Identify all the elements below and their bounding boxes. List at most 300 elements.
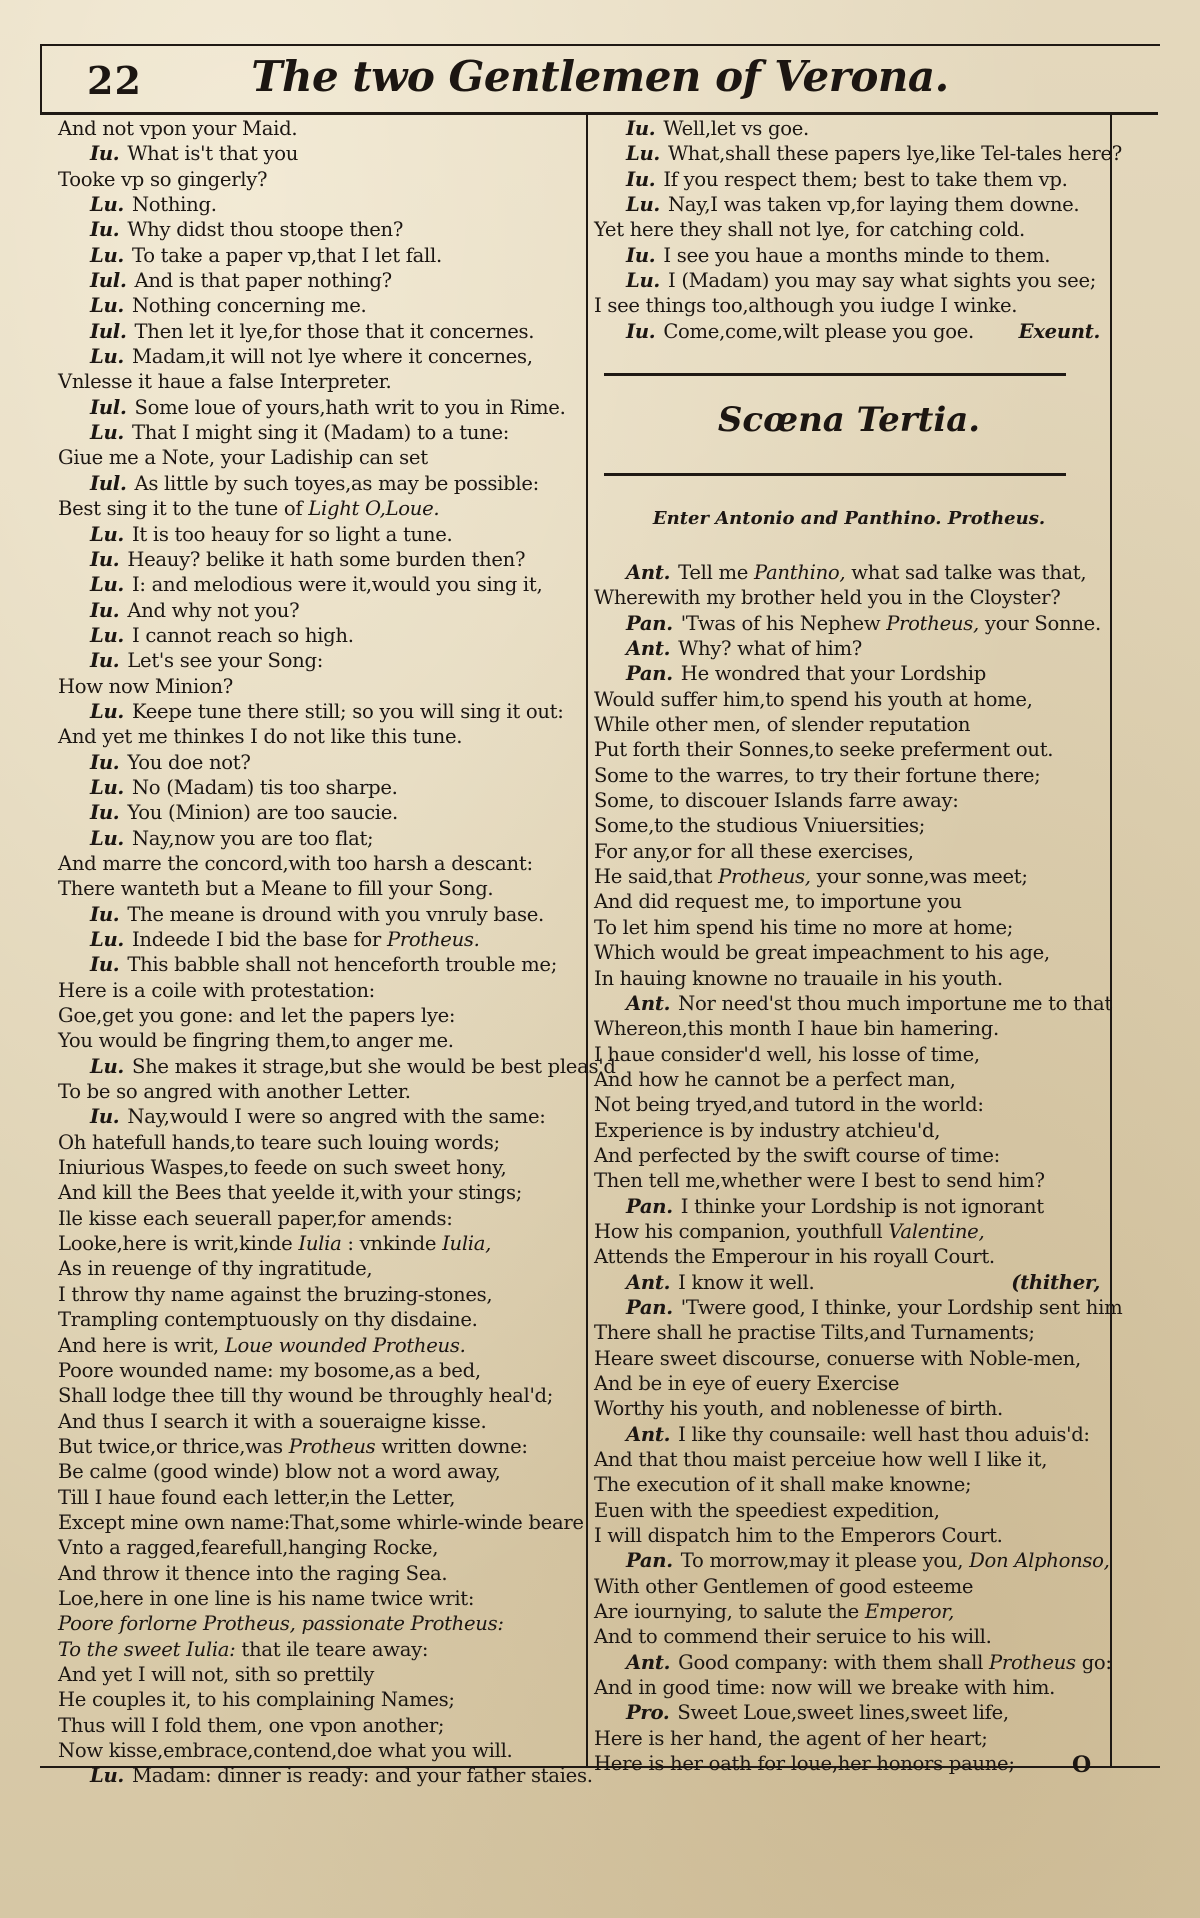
line-text-after: : vnkinde: [347, 1232, 437, 1256]
text-line: [58, 1383, 578, 1408]
line-text: I will dispatch him to the Emperors Court.: [594, 1524, 1003, 1548]
text-line: [594, 813, 1104, 838]
text-line: [58, 1104, 578, 1129]
text-line: [58, 547, 578, 572]
speaker-prefix: Lu.: [90, 826, 124, 850]
line-text: In hauing knowne no trauaile in his youth.: [594, 966, 1003, 990]
text-line: [58, 268, 578, 293]
line-text: And kill the Bees that yeelde it,with your stings;: [58, 1181, 523, 1205]
right-column-upper: [594, 116, 1122, 356]
line-text: To let him spend his time no more at home;: [594, 915, 1014, 939]
speaker-prefix: Lu.: [90, 699, 124, 723]
line-text: And not vpon your Maid.: [58, 117, 298, 140]
line-text: I know it well.: [678, 1270, 815, 1294]
speaker-prefix: Lu.: [90, 573, 124, 597]
text-line: [58, 1307, 578, 1332]
text-line: [58, 1130, 578, 1155]
speaker-prefix: Lu.: [90, 345, 124, 369]
text-line: [594, 243, 1104, 268]
speaker-prefix: Iu.: [90, 649, 120, 673]
line-text: He wondred that your Lordship: [680, 662, 987, 686]
text-line: [594, 611, 1104, 636]
speaker-prefix: Lu.: [626, 142, 660, 166]
text-line: [58, 420, 578, 445]
speaker-prefix: Iu.: [90, 142, 120, 166]
text-line: [594, 661, 1104, 686]
line-text: Let's see your Song:: [127, 649, 324, 673]
text-line: [58, 800, 578, 825]
line-text: Here is a coile with protestation:: [58, 978, 375, 1002]
line-text: And did request me, to importune you: [594, 890, 962, 914]
text-line: [58, 1459, 578, 1484]
line-text: As in reuenge of thy ingratitude,: [58, 1257, 373, 1281]
text-line: [58, 699, 578, 724]
text-line: [594, 1726, 1104, 1751]
text-line: [594, 991, 1112, 1016]
text-line: [58, 1662, 578, 1687]
line-text: Madam: dinner is ready: and your father staies.: [131, 1764, 593, 1788]
speaker-prefix: Pan.: [626, 662, 673, 686]
speaker-prefix: Lu.: [626, 193, 660, 217]
line-text: Madam,it will not lye where it concernes,: [131, 345, 533, 369]
line-text: Some loue of yours,hath writ to you in Rime.: [134, 395, 566, 419]
text-line: [594, 293, 1104, 318]
speaker-prefix: Iul.: [90, 319, 127, 343]
text-line: [594, 167, 1104, 192]
speaker-prefix: Iu.: [626, 243, 656, 267]
speaker-prefix: Lu.: [90, 775, 124, 799]
text-line: [594, 915, 1104, 940]
stage-direction: Enter Antonio and Panthino. Protheus.: [652, 508, 1046, 529]
line-text: And yet I will not, sith so prettily: [58, 1662, 374, 1686]
line-text: Would suffer him,to spend his youth at home,: [594, 687, 1033, 711]
text-line: [594, 864, 1104, 889]
line-text-after: what sad talke was that,: [851, 561, 1087, 584]
speaker-prefix: Iu.: [90, 547, 120, 571]
exit-direction: (thither,: [1011, 1270, 1100, 1294]
text-line: [594, 1447, 1104, 1472]
header-rule-bottom: [40, 112, 1158, 115]
line-text: With other Gentlemen of good esteeme: [594, 1574, 974, 1598]
line-text: I thinke your Lordship is not ignorant: [680, 1194, 1044, 1218]
text-line: [58, 1713, 578, 1738]
line-text: There wanteth but a Meane to fill your Song.: [58, 877, 494, 901]
text-line: [58, 1180, 578, 1205]
line-text: Goe,get you gone: and let the papers lye:: [58, 1004, 456, 1028]
line-text: And in good time: now will we breake with him.: [594, 1676, 1056, 1700]
text-line: [58, 116, 578, 141]
italic-text: Loue wounded Protheus.: [224, 1333, 466, 1357]
text-line: [58, 1231, 578, 1256]
text-line: [594, 1422, 1104, 1447]
line-text: Now kisse,embrace,contend,doe what you will.: [58, 1739, 513, 1762]
text-line: [594, 839, 1104, 864]
text-line: [58, 1738, 578, 1763]
line-text: And perfected by the swift course of time:: [594, 1143, 1000, 1167]
text-line: [58, 851, 578, 876]
italic-text: Valentine,: [888, 1219, 985, 1243]
line-text: It is too heauy for so light a tune.: [131, 522, 453, 546]
line-text: You (Minion) are too saucie.: [127, 801, 398, 825]
line-text: Till I haue found each letter,in the Letter,: [58, 1485, 456, 1509]
page-header-title: The two Gentlemen of Verona.: [251, 52, 949, 101]
text-line: [594, 788, 1104, 813]
line-text: Attends the Emperour in his royall Court.: [594, 1245, 995, 1269]
italic-text: Protheus: [288, 1434, 376, 1458]
line-text: The meane is dround with you vnruly base.: [127, 902, 544, 926]
speaker-prefix: Ant.: [626, 561, 671, 584]
column-divider: [586, 112, 588, 1766]
left-column: [58, 116, 616, 1788]
text-line: [58, 902, 578, 927]
line-text: Giue me a Note, your Ladiship can set: [58, 446, 428, 470]
line-text: Some, to discouer Islands farre away:: [594, 789, 959, 813]
text-line: [594, 1472, 1104, 1497]
text-line: [594, 737, 1104, 762]
line-text: And is that paper nothing?: [134, 269, 392, 293]
scene-rule-top: [604, 373, 1066, 376]
text-line: [58, 1054, 616, 1079]
text-line: [594, 636, 1104, 661]
line-text: Be calme (good winde) blow not a word away,: [58, 1460, 501, 1484]
speaker-prefix: Lu.: [90, 623, 124, 647]
line-text: As little by such toyes,as may be possible:: [134, 471, 539, 495]
text-line: [58, 1485, 578, 1510]
line-text: Nothing.: [131, 193, 217, 217]
speaker-prefix: Iu.: [90, 801, 120, 825]
exit-direction: Exeunt.: [1018, 319, 1100, 343]
text-line: [594, 560, 1104, 585]
italic-text: Iulia,: [442, 1232, 492, 1256]
line-text: 'Twere good, I thinke, your Lordship sent him: [680, 1295, 1123, 1319]
text-line: [594, 1396, 1104, 1421]
line-text: Some to the warres, to try their fortune there;: [594, 763, 1041, 787]
line-text: Which would be great impeachment to his age,: [594, 941, 1050, 965]
text-line: [58, 1409, 578, 1434]
line-text: He couples it, to his complaining Names;: [58, 1688, 455, 1712]
text-line: [58, 1510, 584, 1535]
text-line: [58, 1535, 578, 1560]
speaker-prefix: Iul.: [90, 395, 127, 419]
text-line: [58, 1282, 578, 1307]
line-text: Some,to the studious Vniuersities;: [594, 814, 926, 838]
text-line: [594, 1067, 1104, 1092]
line-text: Trampling contemptuously on thy disdaine.: [58, 1308, 478, 1332]
text-line: [594, 687, 1104, 712]
speaker-prefix: Lu.: [90, 1054, 124, 1078]
text-line: [594, 1574, 1104, 1599]
line-text: I like thy counsaile: well hast thou aduis'd:: [678, 1422, 1090, 1446]
line-text-after: that ile teare away:: [241, 1637, 429, 1661]
line-text: Tell me: [678, 561, 749, 584]
line-text: To morrow,may it please you,: [680, 1549, 964, 1573]
line-text: And be in eye of euery Exercise: [594, 1372, 900, 1395]
line-text: Nothing concerning me.: [131, 294, 367, 318]
header-rule: [40, 44, 1160, 46]
text-line: [58, 445, 578, 470]
text-line: [594, 889, 1104, 914]
speaker-prefix: Pan.: [626, 1549, 673, 1573]
italic-text: Panthino,: [754, 561, 846, 584]
line-text: Then let it lye,for those that it concernes.: [134, 319, 535, 343]
line-text: Heauy? belike it hath some burden then?: [127, 547, 526, 571]
text-line: [58, 522, 578, 547]
text-line: [58, 395, 578, 420]
line-text: And thus I search it with a soueraigne kisse.: [58, 1409, 487, 1433]
line-text: Indeede I bid the base for: [131, 928, 381, 951]
speaker-prefix: Iu.: [90, 598, 120, 622]
catchword: O: [1072, 1752, 1092, 1778]
text-line: [58, 167, 578, 192]
speaker-prefix: Lu.: [90, 421, 124, 445]
text-line: [58, 293, 578, 318]
line-text: This babble shall not henceforth trouble me;: [127, 953, 558, 977]
text-line: [58, 648, 578, 673]
text-line: [594, 940, 1104, 965]
text-line: [58, 192, 578, 217]
speaker-prefix: Pro.: [626, 1701, 670, 1725]
text-line: [594, 1371, 1104, 1396]
frame-left-rule: [40, 44, 42, 114]
text-line: [594, 1016, 1104, 1041]
line-text: To be so angred with another Letter.: [58, 1080, 411, 1104]
line-text-after: your sonne,was meet;: [816, 865, 1028, 889]
italic-text: Emperor,: [864, 1600, 955, 1624]
italic-text: Protheus,: [886, 611, 979, 635]
speaker-prefix: Lu.: [90, 928, 124, 951]
line-text: I see you haue a months minde to them.: [663, 243, 1051, 267]
speaker-prefix: Iul.: [90, 269, 127, 293]
line-text: Ile kisse each seuerall paper,for amends:: [58, 1206, 453, 1230]
text-line: [58, 623, 578, 648]
line-text: You doe not?: [127, 750, 251, 774]
text-line: [58, 978, 578, 1003]
line-text: Whereon,this month I haue bin hamering.: [594, 1017, 999, 1041]
line-text: And yet me thinkes I do not like this tune.: [58, 725, 463, 749]
line-text: Good company: with them shall: [678, 1650, 984, 1674]
speaker-prefix: Iu.: [626, 167, 656, 191]
line-text: Vnto a ragged,fearefull,hanging Rocke,: [58, 1536, 439, 1560]
text-line: [594, 1548, 1110, 1573]
line-text: Nor need'st thou much importune me to that: [678, 991, 1112, 1015]
text-line: [594, 1270, 1104, 1295]
text-line: [58, 369, 578, 394]
line-text: There shall he practise Tilts,and Turnaments;: [594, 1321, 1035, 1345]
line-text: Except mine own name:That,some whirle-winde beare: [58, 1510, 584, 1534]
text-line: [58, 319, 578, 344]
line-text: Shall lodge thee till thy wound be throughly heal'd;: [58, 1384, 554, 1408]
line-text: Why? what of him?: [678, 637, 863, 661]
line-text: I haue consider'd well, his losse of time,: [594, 1042, 980, 1066]
line-text: Nay,I was taken vp,for laying them downe.: [667, 193, 1080, 217]
line-text: Come,come,wilt please you goe.: [663, 319, 974, 343]
speaker-prefix: Iu.: [90, 953, 120, 977]
speaker-prefix: Ant.: [626, 1270, 671, 1294]
text-line: [58, 243, 578, 268]
speaker-prefix: Pan.: [626, 611, 673, 635]
text-line: [594, 1295, 1123, 1320]
speaker-prefix: Lu.: [90, 243, 124, 267]
line-text: That I might sing it (Madam) to a tune:: [131, 421, 510, 445]
line-text: He said,that: [594, 865, 713, 889]
line-text: Poore wounded name: my bosome,as a bed,: [58, 1358, 481, 1382]
text-line: [594, 1244, 1104, 1269]
speaker-prefix: Lu.: [626, 269, 660, 293]
line-text: Loe,here in one line is his name twice writ:: [58, 1586, 475, 1610]
line-text: Nay,now you are too flat;: [131, 826, 374, 850]
text-line: [58, 952, 578, 977]
text-line: [58, 344, 578, 369]
line-text: And here is writ,: [58, 1333, 219, 1357]
line-text: I: and melodious were it,would you sing it,: [131, 573, 543, 597]
line-text: How now Minion?: [58, 674, 233, 698]
line-text: I cannot reach so high.: [131, 623, 354, 647]
text-line: [594, 1700, 1104, 1725]
speaker-prefix: Iu.: [90, 750, 120, 774]
line-text-after: your Sonne.: [984, 611, 1101, 635]
line-text: You would be fingring them,to anger me.: [58, 1029, 454, 1053]
right-column-lower: [594, 560, 1123, 1776]
speaker-prefix: Iul.: [90, 471, 127, 495]
page-number: 22: [87, 58, 142, 103]
text-line: [594, 268, 1104, 293]
text-line: [594, 1042, 1104, 1067]
text-line: [58, 217, 578, 242]
text-line: [594, 217, 1104, 242]
text-line: [594, 1675, 1104, 1700]
line-text: Put forth their Sonnes,to seeke preferment out.: [594, 738, 1054, 762]
line-text: While other men, of slender reputation: [594, 713, 971, 737]
line-text: Heare sweet discourse, conuerse with Noble-men,: [594, 1346, 1081, 1370]
speaker-prefix: Ant.: [626, 991, 671, 1015]
italic-text: Protheus: [989, 1650, 1076, 1674]
running-head: [45, 48, 1155, 118]
text-line: [58, 1586, 578, 1611]
line-text: No (Madam) tis too sharpe.: [131, 775, 398, 799]
italic-text: Iulia: [298, 1232, 342, 1256]
scene-rule-bottom: [604, 473, 1066, 476]
line-text: Keepe tune there still; so you will sing it out:: [131, 699, 564, 723]
line-text: But twice,or thrice,was: [58, 1434, 283, 1458]
frame-right-rule: [1110, 112, 1112, 1766]
text-line: [58, 826, 578, 851]
text-line: [58, 674, 578, 699]
text-line: [58, 1561, 578, 1586]
text-line: [58, 496, 578, 521]
line-text: Euen with the speediest expedition,: [594, 1498, 940, 1522]
text-line: [58, 1611, 578, 1636]
text-line: [58, 927, 578, 952]
text-line: [58, 876, 578, 901]
speaker-prefix: Lu.: [90, 294, 124, 318]
line-text: To take a paper vp,that I let fall.: [131, 243, 442, 267]
line-text: Here is her oath for loue,her honors paune;: [594, 1752, 1015, 1776]
speaker-prefix: Lu.: [90, 1764, 124, 1788]
line-text: And throw it thence into the raging Sea.: [58, 1561, 448, 1585]
line-text: Experience is by industry atchieu'd,: [594, 1118, 941, 1142]
text-line: [58, 1206, 578, 1231]
line-text: Looke,here is writ,kinde: [58, 1232, 293, 1256]
text-line: [594, 1751, 1104, 1776]
line-text: I throw thy name against the bruzing-stones,: [58, 1282, 493, 1306]
text-line: [58, 1003, 578, 1028]
text-line: [594, 1599, 1104, 1624]
text-line: [58, 141, 578, 166]
text-line: [594, 1092, 1104, 1117]
text-line: [58, 1763, 593, 1788]
text-line: [594, 1346, 1104, 1371]
text-line: [58, 1637, 578, 1662]
line-text: Iniurious Waspes,to feede on such sweet hony,: [58, 1156, 507, 1180]
text-line: [594, 1143, 1104, 1168]
text-line: [594, 1219, 1104, 1244]
speaker-prefix: Ant.: [626, 1422, 671, 1446]
text-line: [58, 1358, 578, 1383]
line-text: And marre the concord,with too harsh a descant:: [58, 851, 533, 875]
text-line: [58, 572, 578, 597]
text-line: [594, 1194, 1104, 1219]
speaker-prefix: Pan.: [626, 1194, 673, 1218]
italic-text: Don Alphonso,: [969, 1549, 1110, 1573]
line-text: If you respect them; best to take them vp.: [663, 167, 1068, 191]
line-text: For any,or for all these exercises,: [594, 839, 914, 863]
line-text: Vnlesse it haue a false Interpreter.: [58, 370, 392, 394]
line-text: Thus will I fold them, one vpon another;: [58, 1713, 445, 1737]
text-line: [58, 775, 578, 800]
text-line: [58, 724, 578, 749]
speaker-prefix: Pan.: [626, 1295, 673, 1319]
speaker-prefix: Iu.: [626, 319, 656, 343]
text-line: [594, 116, 1104, 141]
text-line: [58, 1687, 578, 1712]
text-line: [58, 1256, 578, 1281]
italic-text: Protheus,: [718, 865, 811, 889]
text-line: [594, 966, 1104, 991]
line-text: Here is her hand, the agent of her heart;: [594, 1726, 988, 1750]
line-text: Oh hatefull hands,to teare such louing words;: [58, 1130, 500, 1154]
line-text: Sweet Loue,sweet lines,sweet life,: [677, 1701, 1009, 1725]
line-text: Nay,would I were so angred with the same:: [127, 1105, 546, 1129]
text-line: [58, 750, 578, 775]
text-line: [58, 471, 578, 496]
text-line: [594, 1118, 1104, 1143]
text-line: [594, 712, 1104, 737]
text-line: [58, 1333, 578, 1358]
text-line: [594, 1523, 1104, 1548]
line-text: And how he cannot be a perfect man,: [594, 1067, 956, 1091]
text-line: [58, 1079, 578, 1104]
line-text: And that thou maist perceiue how well I like it,: [594, 1448, 1048, 1472]
line-text: What is't that you: [127, 142, 299, 166]
speaker-prefix: Lu.: [90, 193, 124, 217]
text-line: [594, 1498, 1104, 1523]
line-text: The execution of it shall make knowne;: [594, 1473, 972, 1497]
text-line: [58, 1434, 578, 1459]
line-text: What,shall these papers lye,like Tel-tales here?: [667, 142, 1122, 166]
line-text: And why not you?: [127, 598, 300, 622]
line-text: Well,let vs goe.: [663, 117, 809, 140]
line-text: She makes it strage,but she would be best pleas'd: [131, 1054, 616, 1078]
text-line: [594, 1624, 1104, 1649]
speaker-prefix: Iu.: [90, 218, 120, 242]
speaker-prefix: Ant.: [626, 1650, 671, 1674]
text-line: [594, 192, 1104, 217]
text-line: [58, 1028, 578, 1053]
line-text: 'Twas of his Nephew: [680, 611, 881, 635]
line-text: Wherewith my brother held you in the Cloyster?: [594, 586, 1061, 610]
text-line: [58, 598, 578, 623]
text-line: [58, 1155, 578, 1180]
